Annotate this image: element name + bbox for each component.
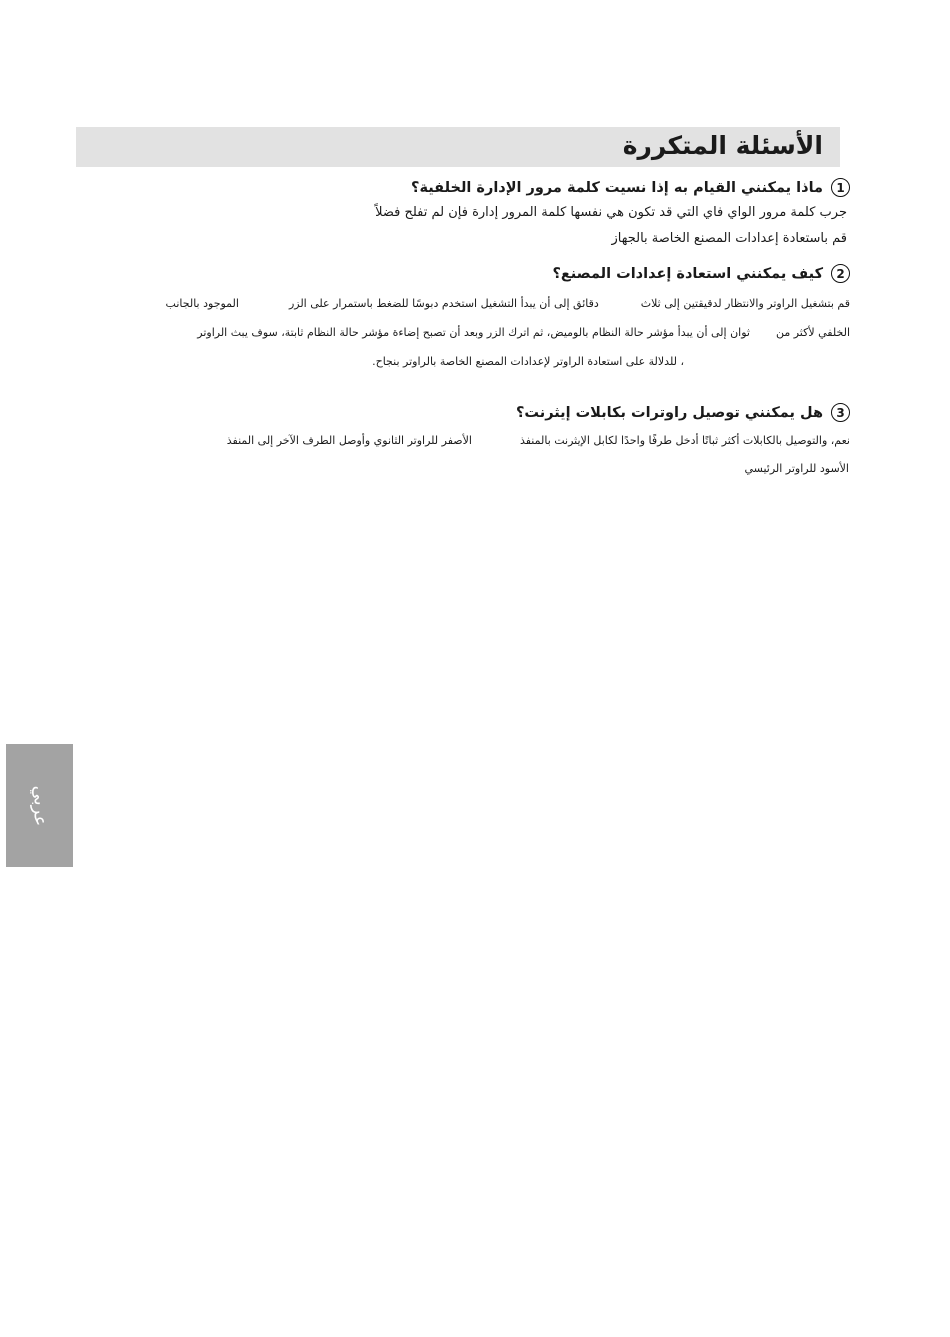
page-title: الأسئلة المتكررة	[622, 131, 823, 160]
question-text-3: هل يمكنني توصيل راوترات بكابلات إيثرنت؟	[516, 404, 823, 421]
answer-text: قم باستعادة إعدادات المصنع الخاصة بالجهاز	[611, 231, 847, 246]
question-1	[411, 178, 850, 197]
answer-3-line-1	[227, 434, 850, 447]
question-number-1: 1	[831, 178, 850, 197]
question-number-3: 3	[831, 403, 850, 422]
title-bar	[76, 127, 840, 167]
answer-2-line-2	[197, 326, 850, 339]
answer-1-line-1	[375, 205, 847, 220]
answer-text: ثوان إلى أن يبدأ مؤشر حالة النظام بالوميض، ثم اترك الزر وبعد أن تصبح إضاءة مؤشر حالة النظام ثابتة، سوف يبث الراوتر	[197, 326, 750, 339]
answer-text: الأصفر للراوتر الثانوي وأوصل الطرف الآخر إلى المنفذ	[226, 434, 472, 447]
answer-text: الخلفي لأكثر من	[775, 326, 850, 339]
answer-text: ، للدلالة على استعادة الراوتر لإعدادات المصنع الخاصة بالراوتر بنجاح.	[372, 355, 684, 368]
language-tab-label: عربي	[29, 785, 50, 826]
question-number-2: 2	[831, 264, 850, 283]
answer-text: الموجود بالجانب	[165, 297, 239, 310]
question-text-2: كيف يمكنني استعادة إعدادات المصنع؟	[552, 265, 823, 282]
question-3	[516, 403, 850, 422]
language-tab	[6, 744, 73, 867]
answer-text: جرب كلمة مرور الواي فاي التي قد تكون هي نفسها كلمة المرور إدارة فإن لم تفلح فضلاً	[375, 205, 847, 220]
answer-2-line-1	[166, 297, 850, 310]
answer-text: نعم، والتوصيل بالكابلات أكثر ثباتًا أدخل طرفًا واحدًا لكابل الإيثرنت بالمنفذ	[519, 434, 850, 447]
answer-2-line-3	[372, 355, 684, 368]
answer-3-line-2	[744, 462, 849, 475]
question-2	[552, 264, 850, 283]
answer-text: دقائق إلى أن يبدأ التشغيل استخدم دبوسًا للضغط باستمرار على الزر	[288, 297, 599, 310]
answer-1-line-2	[612, 231, 848, 246]
answer-text: الأسود للراوتر الرئيسي	[744, 462, 849, 475]
answer-text: قم بتشغيل الراوتر والانتظار لدقيقتين إلى ثلاث	[640, 297, 850, 310]
question-text-1: ماذا يمكنني القيام به إذا نسيت كلمة مرور الإدارة الخلفية؟	[411, 179, 823, 196]
